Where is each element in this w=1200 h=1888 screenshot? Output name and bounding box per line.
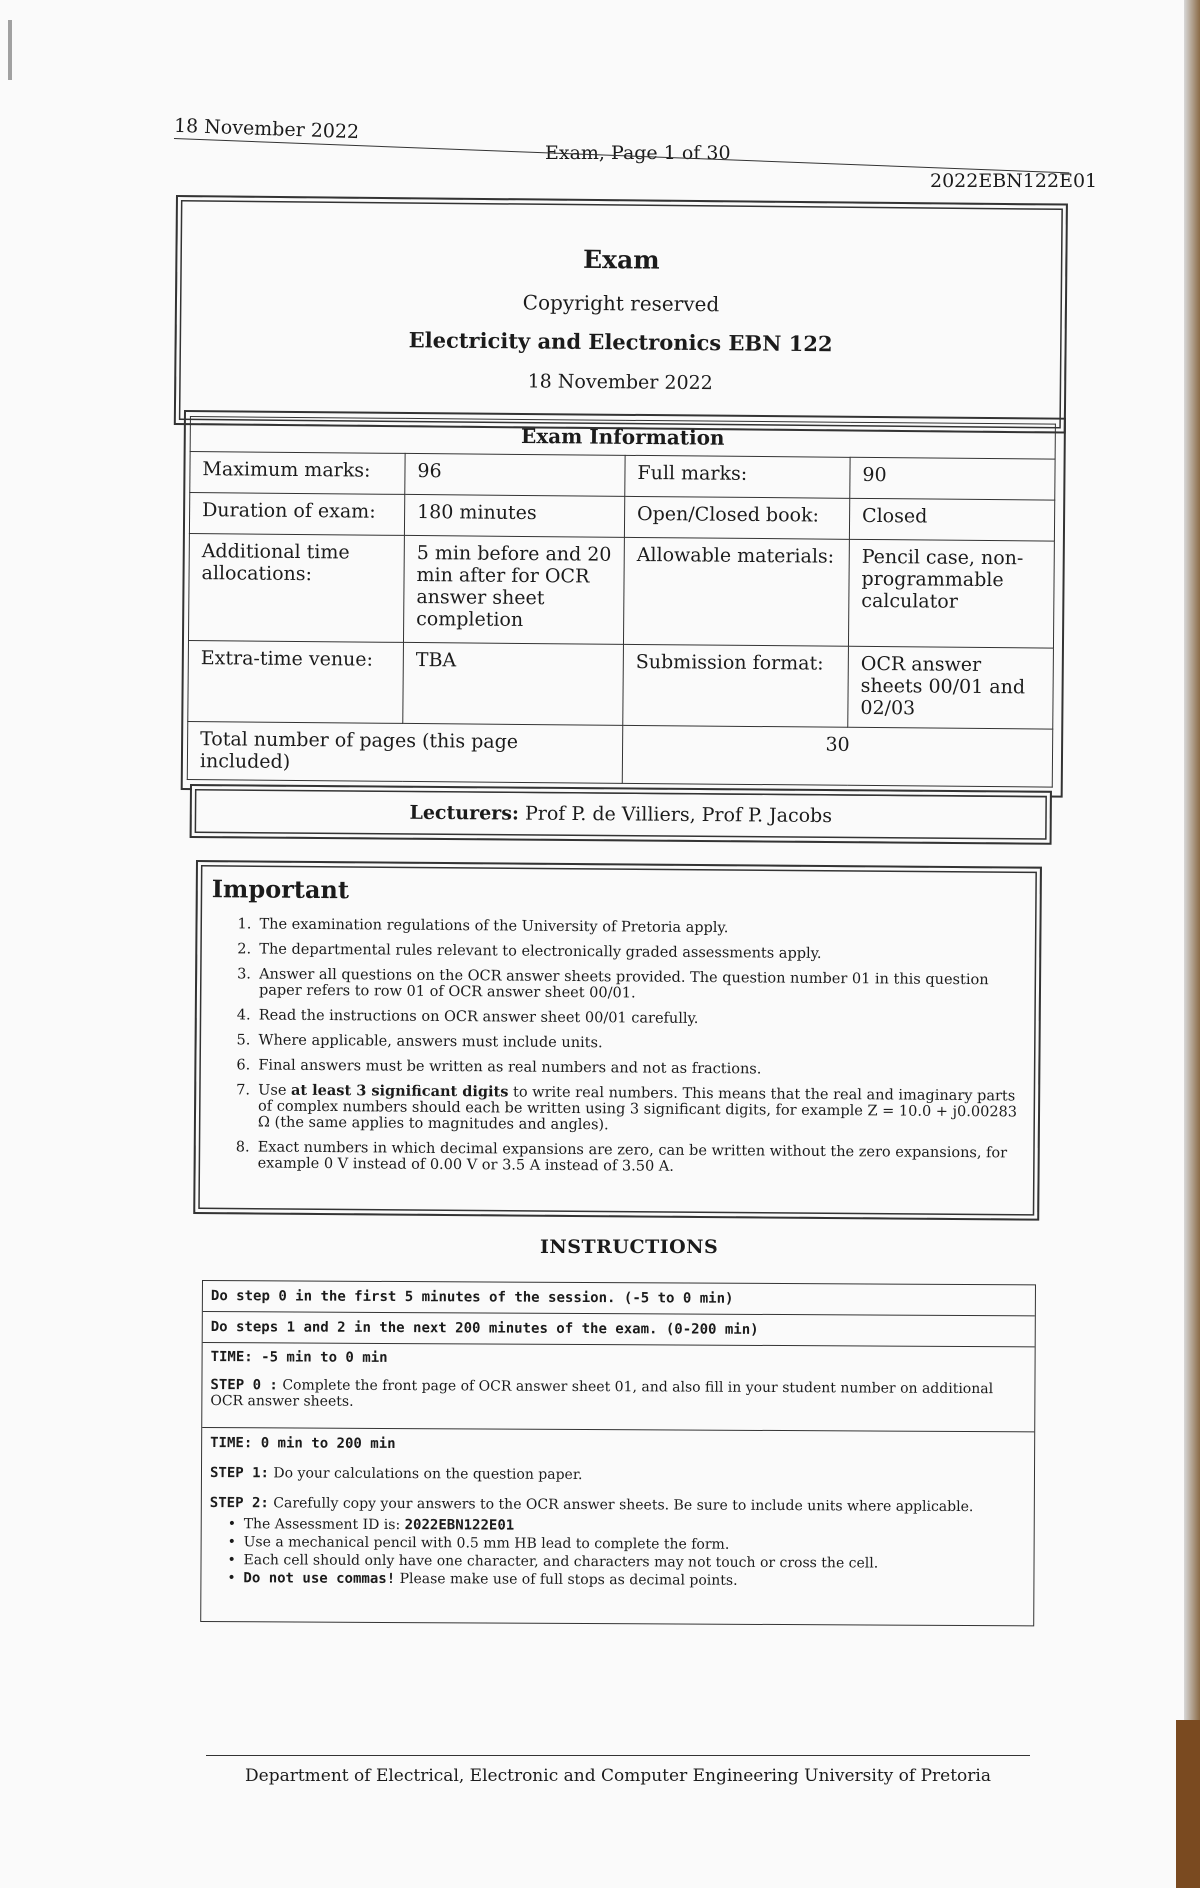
instruction-row-steps12 — [203, 1312, 1035, 1347]
item-number: 5. — [236, 1032, 251, 1049]
instructions-box — [200, 1280, 1036, 1626]
exam-title: Exam — [582, 244, 660, 275]
step0-schedule: Do step 0 in the first 5 minutes of the session. (-5 to 0 min) — [210, 1288, 734, 1307]
bullet-text: Please make use of full stops as decimal points. — [395, 1571, 738, 1589]
important-item — [237, 1007, 1027, 1029]
header-page-number: Exam, Page 1 of 30 — [545, 142, 731, 164]
page-edge-shadow — [1184, 0, 1200, 1888]
full-marks-label: Full marks: — [625, 455, 850, 498]
item-number: 4. — [236, 1007, 251, 1024]
lecturers-box — [190, 784, 1052, 845]
allowable-materials-value: Pencil case, non-programmable calculator — [848, 539, 1054, 647]
duration-value: 180 minutes — [404, 494, 624, 537]
footer-department: Department of Electrical, Electronic and Computer Engineering University of Pretoria — [245, 1766, 991, 1786]
step0-paragraph — [202, 1365, 1034, 1413]
header-exam-code: 2022EBN122E01 — [930, 170, 1098, 192]
important-item — [237, 966, 1027, 1004]
item-text: Exact numbers in which decimal expansions are zero, can be written without the zero expansions, for example 0 V instead of 0.00 V or 3.5 A instead of 3.50 A. — [257, 1139, 1008, 1175]
time-window-2: TIME: 0 min to 200 min — [210, 1435, 396, 1453]
additional-time-label: Additional time allocations: — [188, 533, 404, 642]
item-number: 7. — [236, 1082, 251, 1099]
total-pages-label: Total number of pages (this page included) — [187, 721, 622, 783]
important-box — [193, 860, 1042, 1221]
important-item — [237, 916, 1027, 938]
duration-label: Duration of exam: — [189, 492, 404, 535]
extra-time-venue-value: TBA — [403, 642, 624, 725]
item-number: 3. — [237, 966, 252, 983]
item-number: 1. — [237, 916, 252, 933]
bullet-text: Use a mechanical pencil with 0.5 mm HB lead to complete the form. — [243, 1534, 730, 1553]
lecturers-label: Lecturers: — [409, 801, 520, 825]
copyright-note: Copyright reserved — [522, 290, 720, 317]
instruction-block-step0 — [202, 1343, 1034, 1432]
important-item — [236, 1139, 1026, 1177]
book-value: Closed — [849, 498, 1054, 541]
important-title: Important — [211, 874, 350, 905]
step2-bullets — [227, 1515, 1033, 1591]
instructions-title: INSTRUCTIONS — [540, 1236, 719, 1258]
book-label: Open/Closed book: — [624, 496, 849, 539]
lecturers-names: Prof P. de Villiers, Prof P. Jacobs — [524, 802, 833, 828]
page-edge-mark — [8, 20, 12, 80]
item-text: Where applicable, answers must include units. — [258, 1032, 603, 1052]
item-text: Final answers must be written as real numbers and not as fractions. — [258, 1057, 762, 1078]
item-number: 2. — [237, 941, 252, 958]
item-text: The departmental rules relevant to electronically graded assessments apply. — [259, 941, 822, 962]
exam-date: 18 November 2022 — [527, 370, 713, 395]
bullet-text: The Assessment ID is: — [243, 1516, 405, 1534]
item-text: Read the instructions on OCR answer sheet 00/01 carefully. — [258, 1007, 699, 1027]
footer-rule — [206, 1755, 1030, 1756]
step1-label: STEP 1: — [209, 1465, 270, 1482]
max-marks-value: 96 — [405, 453, 625, 496]
step1-paragraph — [202, 1451, 1034, 1485]
submission-format-value: OCR answer sheets 00/01 and 02/03 — [848, 646, 1054, 729]
assessment-id: 2022EBN122E01 — [404, 1517, 515, 1534]
full-marks-value: 90 — [850, 457, 1055, 500]
item-text: to write real numbers. This means that the real and imaginary parts of complex numbers should each be written using 3 significant digits, for example Z = 10.0 + j0.00283 Ω (the same applies to magnitudes and angles). — [257, 1084, 1018, 1134]
bullet-emphasis: Do not use commas! — [243, 1570, 396, 1588]
item-number: 6. — [236, 1057, 251, 1074]
page-edge-shadow-bottom — [1176, 1720, 1200, 1888]
steps12-schedule: Do steps 1 and 2 in the next 200 minutes of the exam. (0-200 min) — [210, 1319, 759, 1338]
allowable-materials-label: Allowable materials: — [623, 537, 849, 646]
exam-information-box — [181, 410, 1066, 798]
step2-label: STEP 2: — [209, 1495, 269, 1512]
bullet-text: Each cell should only have one character, and characters may not touch or cross the cell. — [243, 1552, 879, 1572]
extra-time-venue-label: Extra-time venue: — [188, 640, 404, 723]
item-text: Use — [258, 1082, 292, 1099]
submission-format-label: Submission format: — [623, 644, 849, 727]
bullet-item — [227, 1569, 1033, 1591]
item-text: The examination regulations of the University of Pretoria apply. — [259, 916, 729, 937]
item-emphasis: at least 3 significant digits — [290, 1081, 509, 1101]
step1-text: Do your calculations on the question paper. — [268, 1465, 583, 1483]
item-number: 8. — [235, 1139, 250, 1156]
title-box — [174, 195, 1068, 434]
important-item — [237, 941, 1027, 963]
important-item — [237, 1032, 1027, 1054]
time-window-1: TIME: -5 min to 0 min — [210, 1349, 388, 1366]
instruction-row-step0 — [203, 1281, 1035, 1316]
important-list — [235, 916, 1027, 1186]
total-pages-value: 30 — [622, 725, 1052, 787]
max-marks-label: Maximum marks: — [190, 451, 405, 494]
course-name: Electricity and Electronics EBN 122 — [408, 327, 833, 357]
additional-time-value: 5 min before and 20 min after for OCR answer sheet completion — [403, 535, 624, 644]
important-item — [236, 1082, 1026, 1136]
instruction-block-steps12 — [201, 1429, 1034, 1591]
step0-label: STEP 0 : — [210, 1377, 278, 1394]
step0-text: Complete the front page of OCR answer sheet 01, and also fill in your student number on additional OCR answer sheets. — [210, 1377, 994, 1410]
header-date: 18 November 2022 — [173, 114, 360, 144]
step2-paragraph — [202, 1481, 1034, 1515]
exam-information-table — [187, 416, 1056, 788]
exam-information-heading: Exam Information — [190, 417, 1055, 459]
item-text: Answer all questions on the OCR answer sheets provided. The question number 01 in this question paper refers to row 01 of OCR answer sheet 00/01. — [258, 966, 989, 1002]
important-item — [236, 1057, 1026, 1079]
step2-text: Carefully copy your answers to the OCR answer sheets. Be sure to include units where applicable. — [268, 1495, 974, 1516]
